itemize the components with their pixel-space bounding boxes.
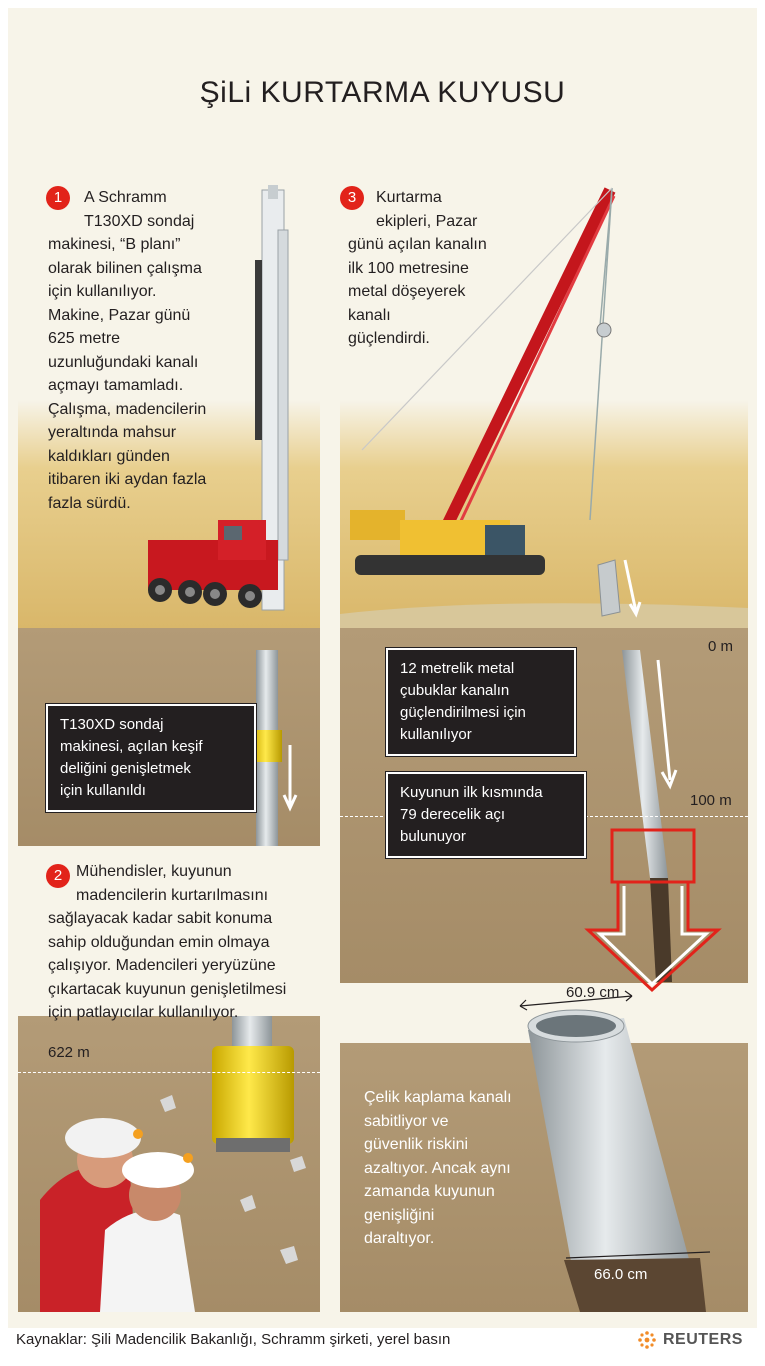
casing-line: Çelik kaplama kanalı (364, 1089, 512, 1106)
reuters-dots-icon (636, 1329, 658, 1351)
step-1-line: olarak bilinen çalışma (48, 259, 202, 277)
step-2-badge: 2 (46, 864, 70, 888)
callout-drill-line: T130XD sondaj (60, 716, 164, 733)
step-1-line: için kullanılıyor. (48, 283, 157, 300)
callout-rods-line: kullanılıyor (400, 726, 472, 743)
casing-bottom-diameter: 66.0 cm (594, 1266, 648, 1283)
step-2-line: çıkartacak kuyunun genişletilmesi (48, 980, 287, 998)
casing-line: daraltıyor. (364, 1230, 435, 1247)
reuters-wordmark: REUTERS (663, 1331, 743, 1348)
callout-rods (386, 648, 576, 756)
casing-line: azaltıyor. Ancak aynı (364, 1159, 511, 1177)
step-1-line: 625 metre (48, 330, 121, 347)
step-2-line: çalışıyor. Madencileri yeryüzüne (48, 957, 276, 974)
depth-622-line (18, 1072, 320, 1073)
step-1-line: açmayı tamamladı. (48, 377, 184, 394)
step-2-line: Mühendisler, kuyunun (76, 863, 232, 880)
step-2-line: sağlayacak kadar sabit konuma (48, 910, 273, 927)
step-2-line: için patlayıcılar kullanılıyor. (48, 1004, 239, 1021)
step-1-line: Çalışma, madencilerin (48, 400, 207, 418)
casing-line: genişliğini (364, 1206, 435, 1224)
callout-angle-line: 79 derecelik açı (400, 806, 506, 823)
step-3-badge: 3 (340, 186, 364, 210)
step-1-text (48, 186, 258, 515)
step-3-line: kanalı (348, 306, 391, 324)
sources-footer: Kaynaklar: Şili Madencilik Bakanlığı, Schramm şirketi, yerel basın (16, 1331, 451, 1348)
step-2-text (40, 860, 320, 1025)
callout-rods-line: çubuklar kanalın (400, 682, 510, 699)
depth-622-label: 622 m (48, 1044, 90, 1061)
callout-angle (386, 772, 586, 858)
callout-rods-line: güçlendirilmesi için (400, 704, 526, 721)
casing-top-diameter: 60.9 cm (566, 984, 620, 1001)
step-1-line: fazla sürdü. (48, 494, 131, 512)
depth-0-label: 0 m (708, 638, 734, 655)
step-1-line: kaldıkları günden (48, 447, 170, 465)
page-title: ŞiLi KURTARMA KUYUSU (199, 76, 566, 109)
callout-drill (46, 704, 256, 812)
step-1-line: yeraltında mahsur (48, 424, 177, 441)
step-1-line: Makine, Pazar günü (48, 306, 191, 324)
step-1-line: makinesi, “B planı” (48, 236, 181, 253)
step-3-line: metal döşeyerek (348, 283, 466, 300)
callout-drill-line: deliğini genişletmek (60, 760, 191, 777)
reuters-logo (636, 1328, 743, 1352)
step-3-line: ekipleri, Pazar (376, 212, 478, 230)
step-3-line: ilk 100 metresine (348, 259, 469, 277)
callout-angle-line: Kuyunun ilk kısmında (400, 784, 543, 801)
step-3-line: günü açılan kanalın (348, 236, 487, 253)
casing-text (364, 1086, 544, 1251)
callout-angle-line: bulunuyor (400, 828, 466, 845)
step-3-text (348, 186, 548, 351)
callout-rods-line: 12 metrelik metal (400, 660, 515, 677)
callout-drill-line: makinesi, açılan keşif (60, 738, 203, 755)
step-1-line: T130XD sondaj (84, 212, 195, 230)
callout-drill-line: için kullanıldı (60, 782, 146, 799)
step-3-line: güçlendirdi. (348, 330, 430, 347)
depth-100-label: 100 m (690, 792, 732, 809)
step-2-line: sahip olduğundan emin olmaya (48, 933, 270, 951)
step-3-line: Kurtarma (376, 189, 442, 206)
casing-line: sabitliyor ve (364, 1112, 449, 1130)
casing-line: zamanda kuyunun (364, 1183, 495, 1200)
step-1-line: A Schramm (84, 189, 167, 206)
step-1-line: uzunluğundaki kanalı (48, 353, 199, 371)
casing-line: güvenlik riskini (364, 1136, 469, 1153)
step-1-line: itibaren iki aydan fazla (48, 471, 207, 488)
step-1-badge: 1 (46, 186, 70, 210)
step-2-line: madencilerin kurtarılmasını (76, 886, 269, 904)
